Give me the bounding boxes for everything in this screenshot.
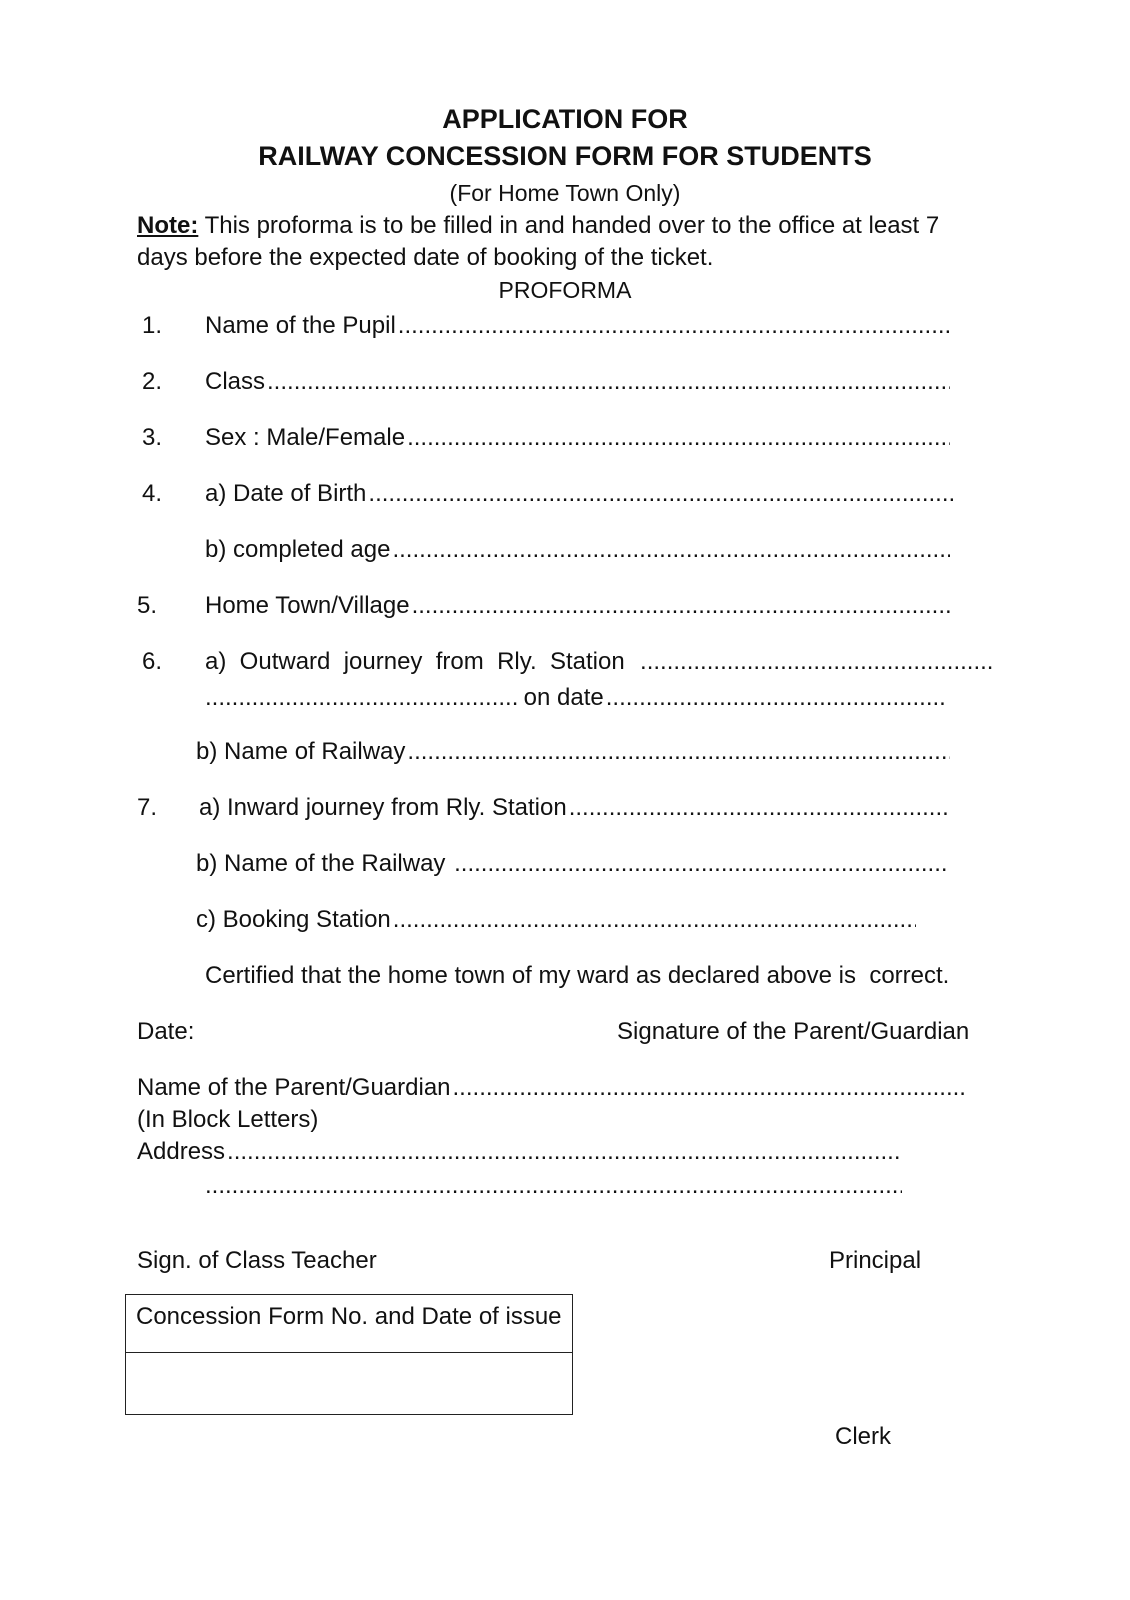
outward-station-blank-cont-dots[interactable] (205, 684, 517, 712)
principal-signature: Principal (829, 1247, 922, 1274)
dob-field[interactable] (205, 480, 955, 508)
outward-station-label: a) Outward journey from Rly. Station (205, 648, 639, 675)
booking-station-label: c) Booking Station (196, 906, 391, 933)
parent-name-blank[interactable] (453, 1074, 965, 1102)
class-label: Class (205, 368, 266, 395)
item-number-2: 2. (142, 368, 163, 395)
item-number-5: 5. (137, 592, 158, 619)
class-teacher-signature: Sign. of Class Teacher (137, 1247, 377, 1274)
railway-6b-blank[interactable] (407, 738, 950, 766)
proforma-heading: PROFORMA (498, 277, 632, 303)
outward-station-blank[interactable] (640, 648, 995, 676)
form-title-line2: RAILWAY CONCESSION FORM FOR STUDENTS (258, 141, 872, 171)
sex-field[interactable] (205, 424, 950, 452)
item-number-7: 7. (137, 794, 158, 821)
item-number-3: 3. (142, 424, 163, 451)
dob-label: a) Date of Birth (205, 480, 367, 507)
outward-station-field[interactable] (205, 648, 995, 676)
address-line2-field[interactable] (205, 1172, 902, 1200)
concession-box-entry-cell[interactable] (126, 1353, 572, 1413)
concession-box-label: Concession Form No. and Date of issue (126, 1295, 572, 1353)
inward-station-field[interactable] (199, 794, 949, 822)
class-field[interactable] (205, 368, 950, 396)
parent-signature-label: Signature of the Parent/Guardian (617, 1018, 970, 1045)
class-blank[interactable] (267, 368, 950, 396)
form-subtitle: (For Home Town Only) (449, 180, 681, 206)
item-number-6: 6. (142, 648, 163, 675)
item-number-4: 4. (142, 480, 163, 507)
clerk-signature: Clerk (835, 1423, 892, 1450)
railway-6b-field[interactable] (196, 738, 950, 766)
outward-date-label: on date (517, 684, 604, 711)
railway-7b-label: b) Name of the Railway (196, 850, 453, 877)
home-town-field[interactable] (205, 592, 950, 620)
home-town-label: Home Town/Village (205, 592, 410, 619)
note-text-line1: This proforma is to be filled in and handed over to the office at least 7 (198, 212, 940, 239)
address-field[interactable] (137, 1138, 902, 1166)
outward-date-blank[interactable] (606, 684, 947, 712)
pupil-name-blank[interactable] (398, 312, 950, 340)
outward-station-blank-cont[interactable] (205, 684, 517, 712)
age-label: b) completed age (205, 536, 391, 563)
note-text-line2: days before the expected date of booking of the ticket. (137, 244, 714, 271)
item-number-1: 1. (142, 312, 163, 339)
block-letters-note: (In Block Letters) (137, 1106, 319, 1133)
date-label: Date: (137, 1018, 195, 1045)
address-label: Address (137, 1138, 226, 1165)
address-line2-blank[interactable] (205, 1172, 902, 1200)
concession-form-box (125, 1294, 573, 1415)
age-field[interactable] (205, 536, 950, 564)
sex-blank[interactable] (407, 424, 950, 452)
note (137, 212, 939, 240)
railway-7b-field[interactable] (196, 850, 946, 878)
parent-name-label: Name of the Parent/Guardian (137, 1074, 451, 1101)
parent-name-field[interactable] (137, 1074, 965, 1102)
sex-label: Sex : Male/Female (205, 424, 406, 451)
inward-station-blank[interactable] (569, 794, 949, 822)
form-title-line1: APPLICATION FOR (442, 104, 688, 134)
dob-blank[interactable] (368, 480, 955, 508)
outward-date-field[interactable] (517, 684, 947, 712)
pupil-name-field[interactable] (205, 312, 950, 340)
railway-6b-label: b) Name of Railway (196, 738, 406, 765)
address-blank[interactable] (227, 1138, 902, 1166)
age-blank[interactable] (392, 536, 950, 564)
certification-text: Certified that the home town of my ward as declared above is correct. (205, 962, 950, 989)
note-label: Note: (137, 212, 199, 239)
inward-station-label: a) Inward journey from Rly. Station (199, 794, 567, 821)
home-town-blank[interactable] (412, 592, 950, 620)
booking-station-blank[interactable] (393, 906, 916, 934)
railway-7b-blank[interactable] (454, 850, 946, 878)
pupil-name-label: Name of the Pupil (205, 312, 396, 339)
booking-station-field[interactable] (196, 906, 916, 934)
